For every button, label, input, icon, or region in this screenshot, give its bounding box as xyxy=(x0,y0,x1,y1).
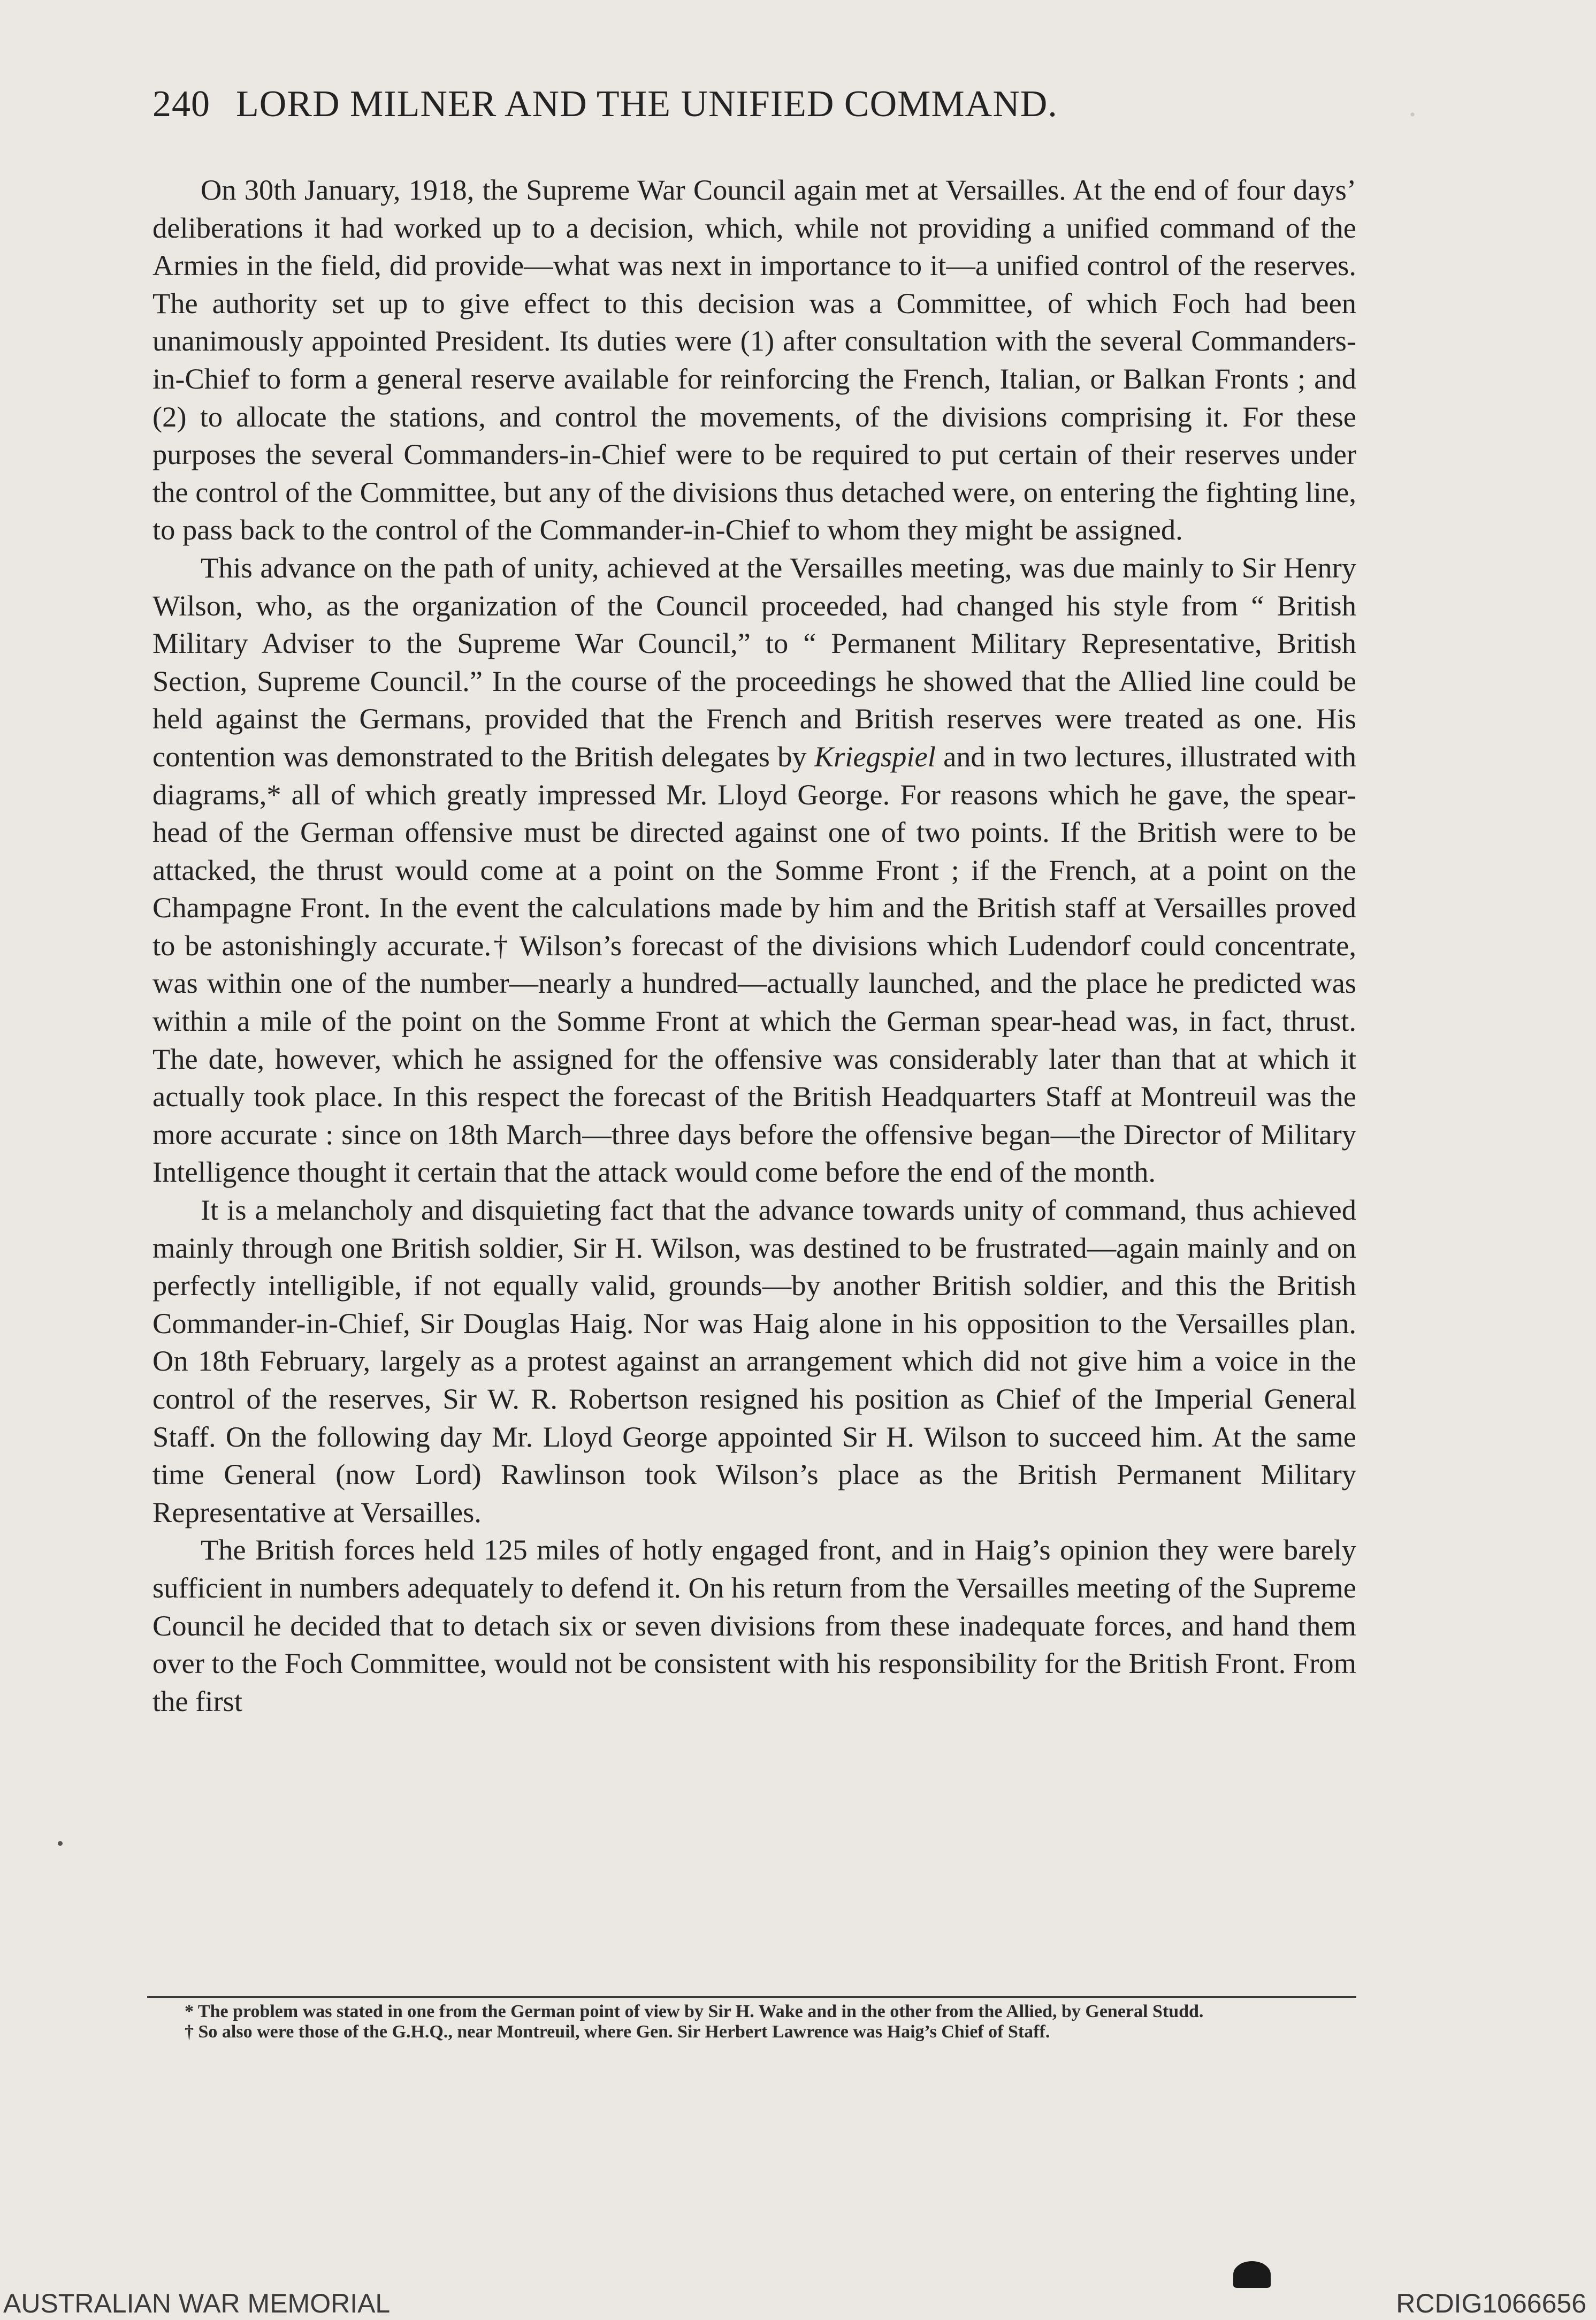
paragraph-1: On 30th January, 1918, the Supreme War Council again met at Versailles. At the end of four days’ deliberations it had worked up to a decision, which, while not providing a unified command of the Armies in the field, did provide—what was next in importance to it—a unified control of the reserves. The authority set up to give effect to this decision was a Committee, of which Foch had been unanimously appointed President. Its duties were (1) after consultation with the several Commanders-in-Chief to form a general reserve available for reinforcing the French, Italian, or Balkan Fronts ; and (2) to allocate the stations, and control the movements, of the divisions comprising it. For these purposes the several Commanders-in-Chief were to be required to put certain of their reserves under the control of the Committee, but any of the divisions thus detached were, on entering the fighting line, to pass back to the control of the Commander-in-Chief to whom they might be assigned. xyxy=(152,173,1356,546)
footnote-divider xyxy=(147,1996,1356,1998)
ink-blot xyxy=(1233,2261,1271,2288)
ink-speck xyxy=(58,1841,63,1846)
running-title: LORD MILNER AND THE UNIFIED COMMAND. xyxy=(236,83,1058,125)
emphasis-kriegspiel: Kriegspiel xyxy=(814,740,936,773)
footnotes xyxy=(152,2002,1356,2042)
paragraph-2 xyxy=(152,549,1356,1191)
page-number: 240 xyxy=(152,83,210,125)
running-header xyxy=(152,83,1383,126)
paragraph-3: It is a melancholy and disquieting fact that the advance towards unity of command, thus achieved mainly through one British soldier, Sir H. Wilson, was destined to be frustrated—again mainly and on perfectly intelligible, if not equally valid, grounds—by another British soldier, and this the British Commander-in-Chief, Sir Douglas Haig. Nor was Haig alone in his opposition to the Versailles plan. On 18th February, largely as a protest against an arrangement which did not give him a voice in the control of the reserves, Sir W. R. Robertson resigned his position as Chief of the Imperial General Staff. On the following day Mr. Lloyd George appointed Sir H. Wilson to succeed him. At the same time General (now Lord) Rawlinson took Wilson’s place as the British Permanent Military Representative at Versailles. xyxy=(152,1193,1356,1528)
paragraph-4: The British forces held 125 miles of hotly engaged front, and in Haig’s opinion they were barely sufficient in numbers adequately to defend it. On his return from the Versailles meeting of the Supreme Council he decided that to detach six or seven divisions from these inadequate forces, and hand them over to the Foch Committee, would not be consistent with his responsibility for the British Front. From the first xyxy=(152,1533,1356,1717)
paragraph-2-part-2: and in two lectures, illustrated with diagrams,* all of which greatly impressed Mr. Lloyd George. For reasons which he gave, the spear-head of the German offensive must be directed against one of two points. If the British were to be attacked, the thrust would come at a point on the Somme Front ; if the French, at a point on the Champagne Front. In the event the calculations made by him and the British staff at Versailles proved to be astonishingly accurate.† Wilson’s forecast of the divisions which Ludendorf could concentrate, was within one of the number—nearly a hundred—actually launched, and the place he predicted was within a mile of the point on the Somme Front at which the German spear-head was, in fact, thrust. The date, however, which he assigned for the offensive was considerably later than that at which it actually took place. In this respect the forecast of the British Headquarters Staff at Montreuil was the more accurate : since on 18th March—three days before the offensive began—the Director of Military Intelligence thought it certain that the attack would come before the end of the month. xyxy=(152,740,1356,1189)
footnote-dagger: † So also were those of the G.H.Q., near Montreuil, where Gen. Sir Herbert Lawrence was Haig’s Chief of Staff. xyxy=(185,2022,1050,2042)
archive-id: RCDIG1066656 xyxy=(1396,2288,1586,2318)
paragraph-2-part-1: This advance on the path of unity, achieved at the Versailles meeting, was due mainly to Sir Henry Wilson, who, as the organization of the Council proceeded, had changed his style from “ British Military Adviser to the Supreme War Council,” to “ Permanent Military Representative, British Section, Supreme Council.” In the course of the proceedings he showed that the Allied line could be held against the Germans, provided that the French and British reserves were treated as one. His contention was demonstrated to the British delegates by xyxy=(152,551,1356,773)
bleed-through-mark: · xyxy=(1407,97,1418,132)
footnote-asterisk: * The problem was stated in one from the German point of view by Sir H. Wake and in the other from the Allied, by General Studd. xyxy=(185,2002,1204,2021)
body-text xyxy=(152,171,1356,1720)
archive-credit: AUSTRALIAN WAR MEMORIAL xyxy=(3,2288,391,2318)
